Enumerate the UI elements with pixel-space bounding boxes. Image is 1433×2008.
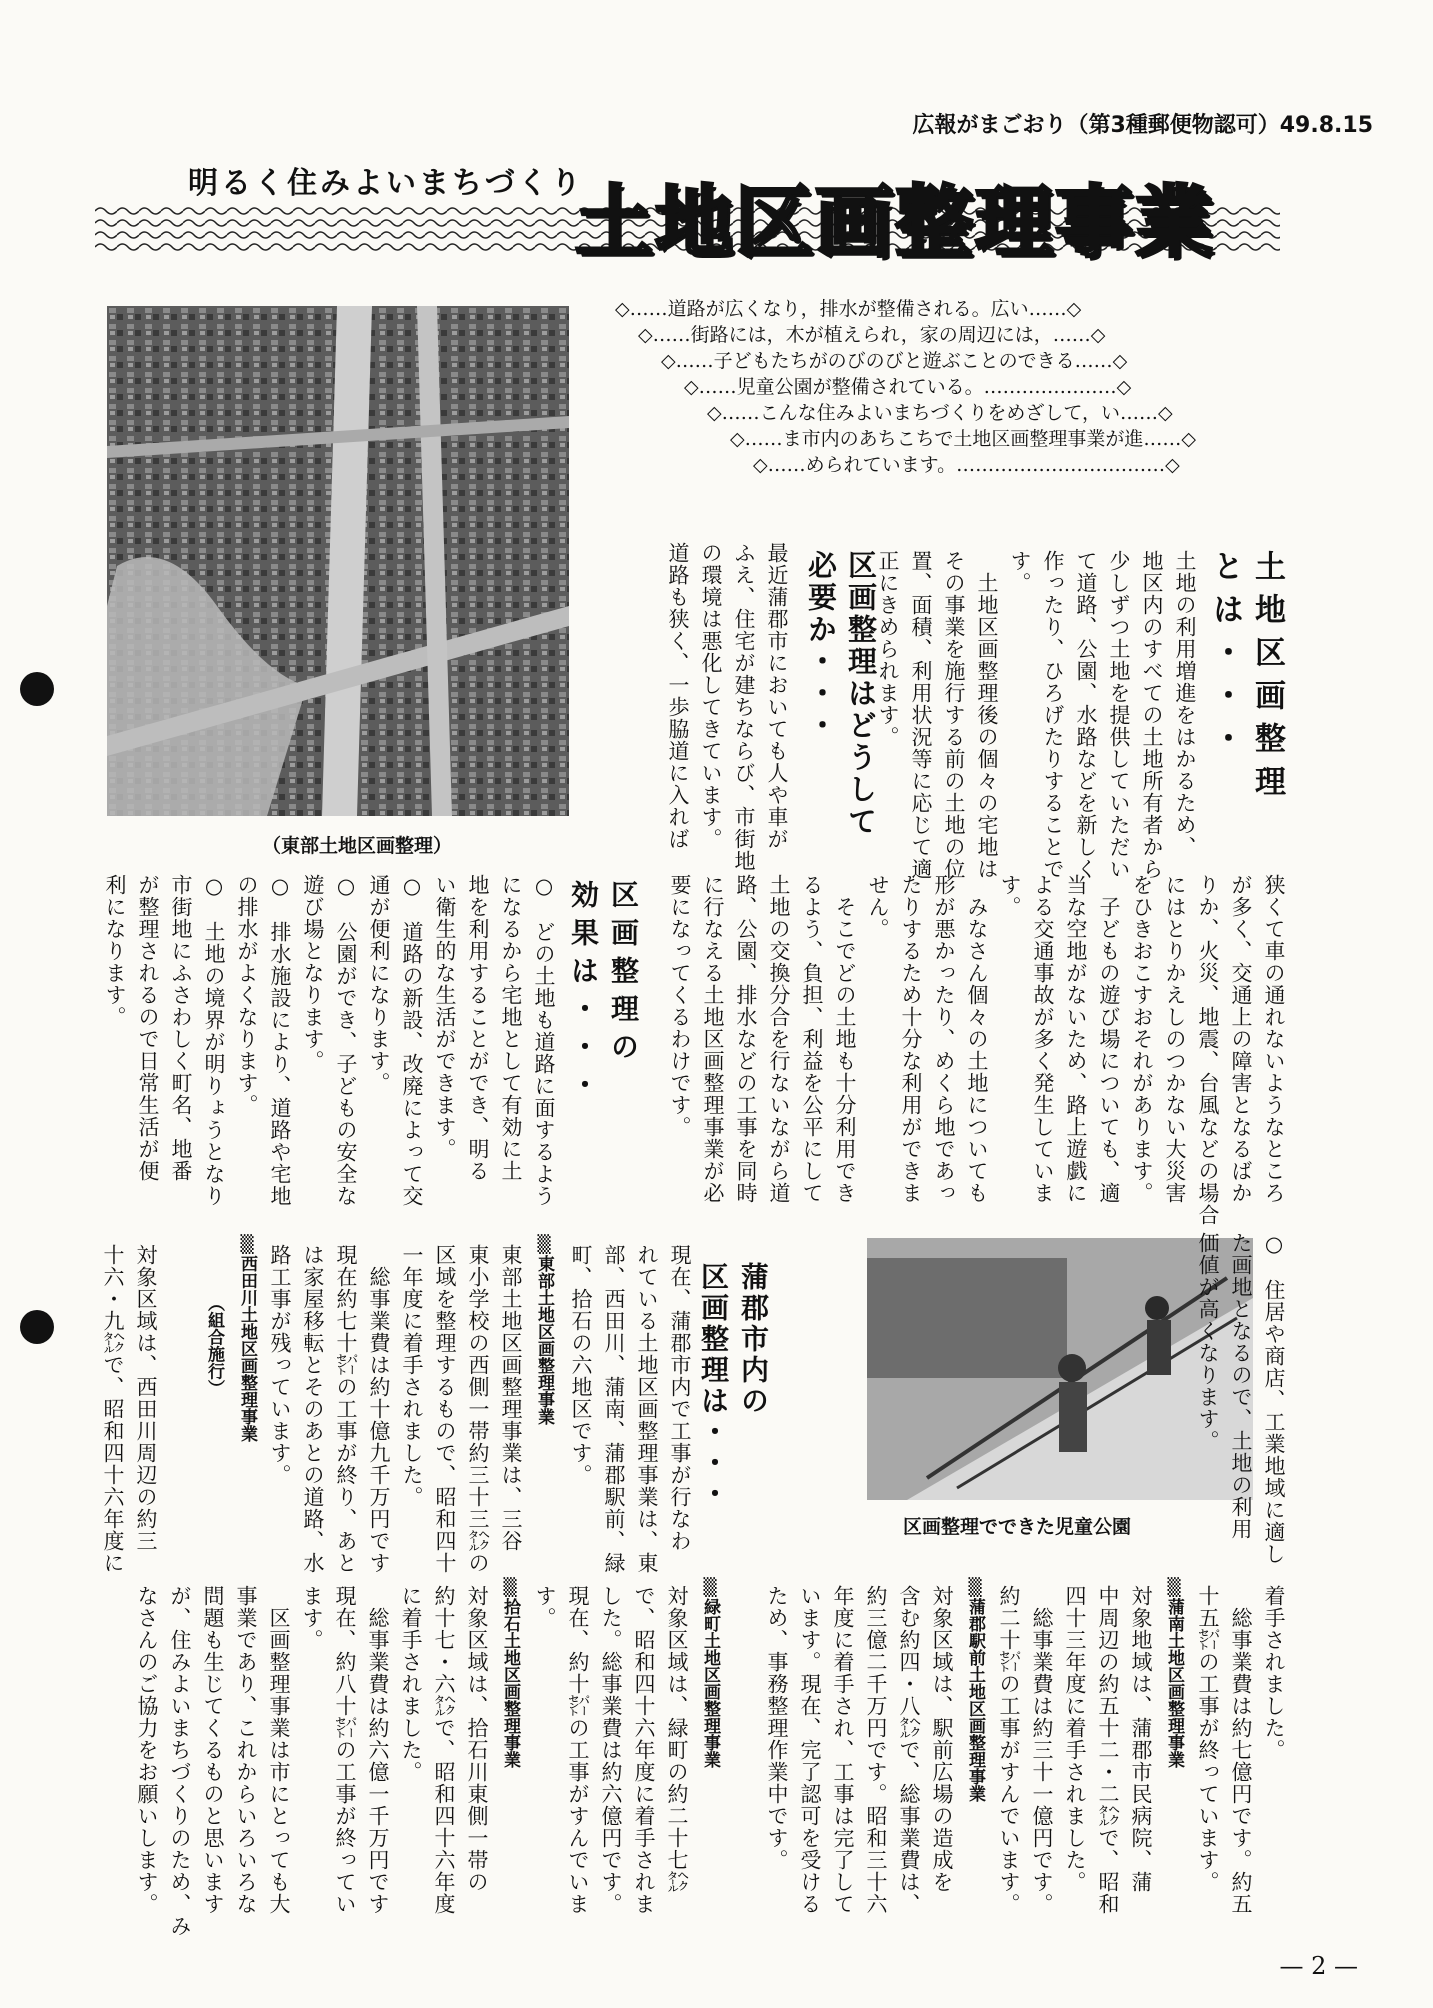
photo-caption: （東部土地区画整理） bbox=[262, 835, 453, 857]
section-body: 狭くて車の通れないようなところ が多く、交通上の障害となるばか りか、火災、地震、台風などの場合 にはとりかえしのつかない大災害 をひきおこすおそれがあります。 子どもの遊び場についても、適 当な空地がないため、路上遊戯に よる交通事故が多く発生していま す。 みなさん個々の土地についても 形が悪かったり、めくら地であっ たりするため十分な利用ができま せん。 そこでどの土地も十分利用でき るよう、負担、利益を公平にして 土地の交換分合を行ないながら道 路、公園、排水などの工事を同時 に行なえる土地区画整理事業が必 要になってくるわけです。 bbox=[668, 874, 1286, 1226]
subsection-title: ▒緑町土地区画整理事業 bbox=[700, 1578, 720, 1768]
intro-line: ◇……こんな住みよいまちづくりをめざして，い……◇ bbox=[707, 402, 1173, 424]
publication-header: 広報がまごおり（第3種郵便物認可）49.8.15 bbox=[912, 113, 1373, 138]
intro-line: ◇……子どもたちがのびのびと遊ぶことのできる……◇ bbox=[661, 350, 1128, 372]
intro-line: ◇……道路が広くなり，排水が整備される。広い……◇ bbox=[615, 298, 1082, 320]
subsection-body: 対象区域は、西田川周辺の約三 十六・九㌶で、昭和四十六年度に bbox=[101, 1244, 158, 1574]
binder-hole bbox=[20, 672, 54, 706]
section-body: ○ どの土地も道路に面するよう になるから宅地として有効に土 地を利用することができ、明る い衛生的な生活ができます。 ○ 道路の新設、改廃によって交 通が便利になります。 ○ 公園ができ、子どもの安全な 遊び場となります。 ○ 排水施設により、道路や宅地 の排水がよくなります。 ○ 土地の境界が明りょうとなり 市街地にふさわしく町名、地番 が整理されるので日常生活が便 利になります。 bbox=[103, 874, 556, 1207]
subsection-title: ▒東部土地区画整理事業 bbox=[534, 1235, 554, 1425]
section-heading: 区画整理の 効果は・・・ bbox=[567, 880, 640, 1108]
section-body: 土地の利用増進をはかるため、 地区内のすべての土地所有者から 少しずつ土地を提供していただい て道路、公園、水路などを新しく 作ったり、ひろげたりすることで す。 土地区画整理後の個々の宅地は その事業を施行する前の土地の位 置、面積、利用状況等に応じて適 正にきめられます。 bbox=[876, 550, 1197, 880]
section-body: 現在、蒲郡市内で工事が行なわ れている土地区画整理事業は、東 部、西田川、蒲南、蒲郡駅前、緑 町、拾石の六地区です。 bbox=[569, 1244, 692, 1574]
subsection-title: ▒蒲南土地区画整理事業 bbox=[1164, 1578, 1184, 1768]
section-body: 最近蒲郡市においても人や車が ふえ、住宅が建ちならび、市街地 の環境は悪化してきています。 道路も狭く、一歩脇道に入れば bbox=[666, 542, 789, 872]
aerial-photo bbox=[107, 306, 569, 816]
intro-line: ◇……ま市内のあちこちで土地区画整理事業が進……◇ bbox=[730, 428, 1197, 450]
subsection-title: ▒蒲郡駅前土地区画整理事業 bbox=[965, 1578, 985, 1802]
subtitle: 明るく住みよいまちづくり bbox=[188, 166, 584, 201]
binder-hole bbox=[20, 1310, 54, 1344]
section-heading: 蒲郡市内の 区画整理は・・・ bbox=[697, 1262, 770, 1510]
page-number: — 2 — bbox=[1279, 1952, 1358, 1980]
intro-line: ◇……められています。……………………………◇ bbox=[753, 454, 1180, 476]
photo-caption: 区画整理でできた児童公園 bbox=[903, 1516, 1132, 1538]
section-body: 着手されました。 総事業費は約七億円です。約五 十五㌫の工事が終っています。 bbox=[1196, 1585, 1286, 1915]
subsection-title: ▒拾石土地区画整理事業 bbox=[500, 1578, 520, 1768]
subsection-title: ▒西田川土地区画整理事業 （組合施行） bbox=[204, 1235, 257, 1442]
section-heading: 土地区画整理 とは・・・ bbox=[1207, 550, 1285, 808]
subsection-body: 対象地域は、蒲郡市民病院、蒲 中周辺の約五十二・二㌶で、昭和 四十三年度に着手されました。 総事業費は約三十一億円です。 約二十㌫の工事がすんでいます。 bbox=[997, 1585, 1153, 1915]
subsection-body: 対象区域は、拾石川東側一帯の 約十七・六㌶で、昭和四十六年度 に着手されました。 総事業費は約六億一千万円です 現在、約八十㌫の工事が終ってい ます。 区画整理事業は市にとっても大 事業であり、これからいろいろな 問題も生じてくるものと思います が、住みよいまちづくりのため、み なさんのご協力をお願いします。 bbox=[135, 1585, 489, 1937]
section-body: ○ 住居や商店、工業地域に適し た画地となるので、土地の利用 価値が高くなります。 bbox=[1196, 1232, 1286, 1565]
section-heading: 区画整理はどうして 必要か・・・ bbox=[804, 550, 878, 838]
subsection-body: 東部土地区画整理事業は、三谷 東小学校の西側一帯約三十三㌶の 区域を整理するもので、昭和四十 一年度に着手されました。 総事業費は約十億九千万円です 現在約七十㌫の工事が終り、あと は家屋移転とそのあとの道路、水 路工事が残っています。 bbox=[268, 1244, 523, 1574]
subsection-body: 対象区域は、緑町の約二十七㌶ で、昭和四十六年度に着手されま した。総事業費は約六億円です。 現在、約十㌫の工事がすんでいま す。 bbox=[533, 1585, 689, 1915]
main-title: 土地区画整理事業 bbox=[575, 178, 1216, 268]
intro-line: ◇……街路には，木が植えられ，家の周辺には，……◇ bbox=[638, 324, 1106, 346]
subsection-body: 対象区域は、駅前広場の造成を 含む約四・八㌶で、総事業費は、 約三億二千万円です。昭和三十六 年度に着手され、工事は完了して います。現在、完了認可を受ける ため、事務整理作業中です。 bbox=[765, 1585, 954, 1915]
intro-line: ◇……児童公園が整備されている。…………………◇ bbox=[684, 376, 1132, 398]
